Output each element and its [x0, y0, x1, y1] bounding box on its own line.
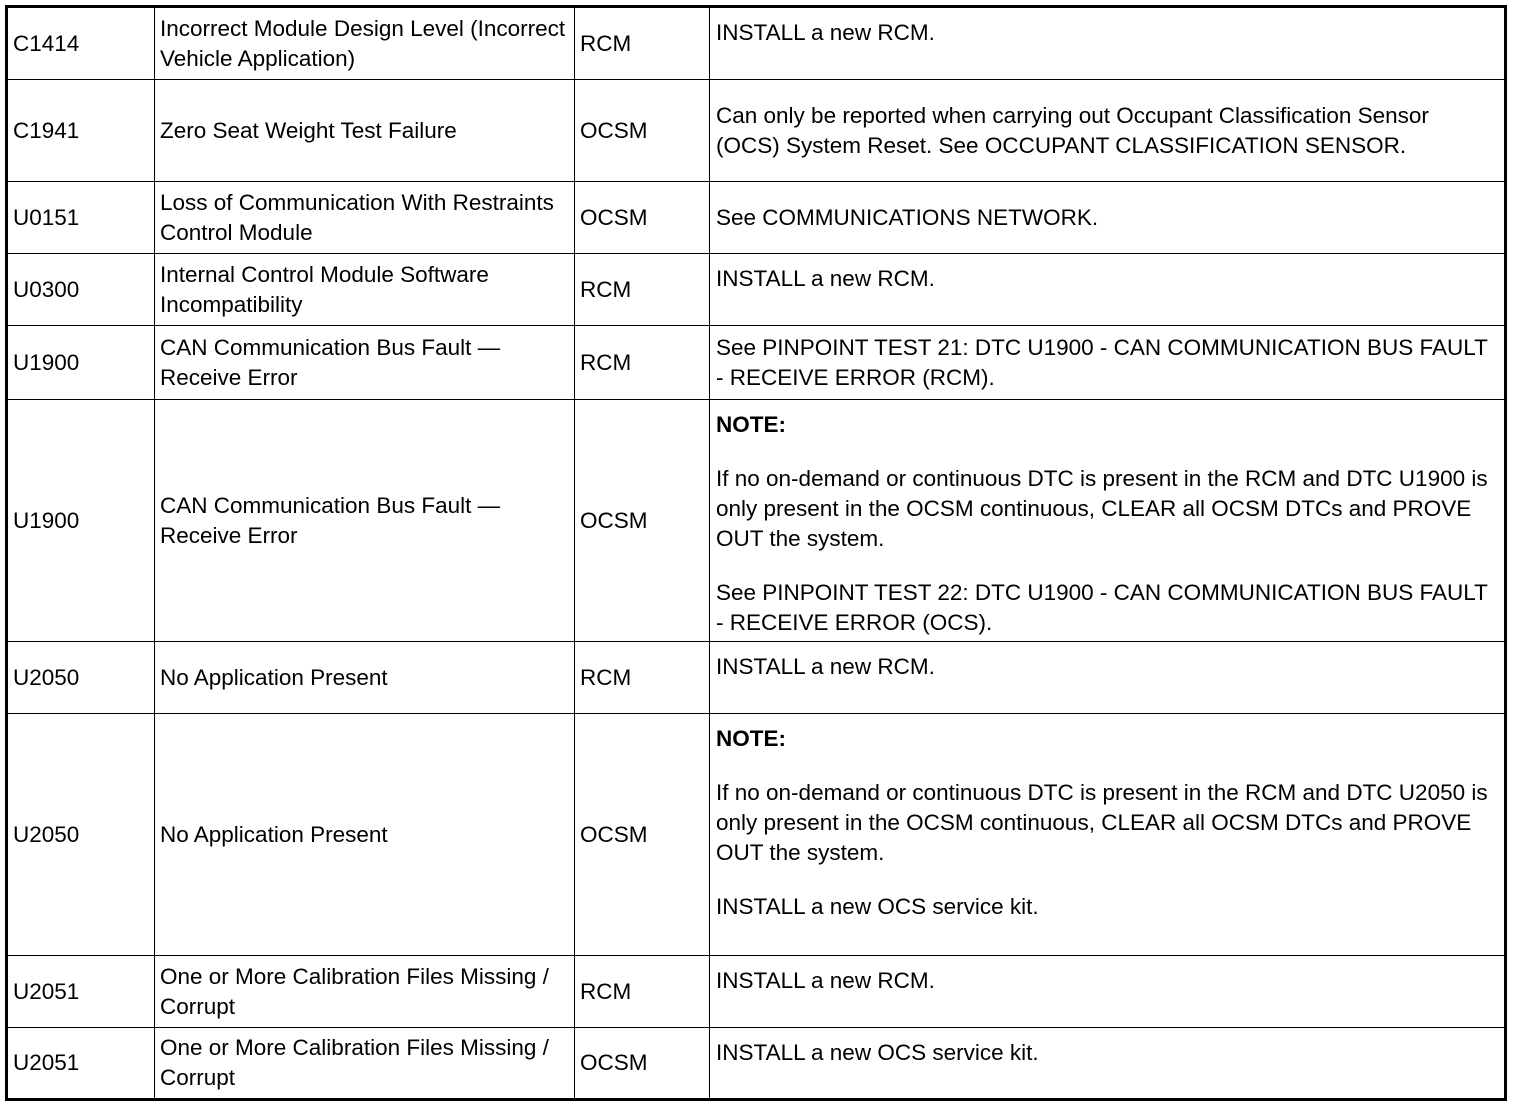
table-row [7, 80, 1506, 182]
table-row [7, 182, 1506, 254]
dtc-description-cell: Internal Control Module Software Incompatibility [155, 254, 575, 326]
table-row [7, 400, 1506, 642]
action-cell [710, 182, 1506, 254]
dtc-code-cell: U1900 [7, 400, 155, 642]
module-cell: RCM [575, 254, 710, 326]
action-cell [710, 956, 1506, 1028]
action-text: See PINPOINT TEST 21: DTC U1900 - CAN COMMUNICATION BUS FAULT - RECEIVE ERROR (RCM). [716, 334, 1488, 390]
dtc-code-cell: U2050 [7, 642, 155, 714]
module-cell: RCM [575, 7, 710, 80]
module-cell: OCSM [575, 400, 710, 642]
dtc-code-cell: C1414 [7, 7, 155, 80]
dtc-code-cell: U1900 [7, 326, 155, 400]
action-cell [710, 1028, 1506, 1100]
table-row [7, 956, 1506, 1028]
dtc-table [5, 5, 1507, 1101]
dtc-description-cell: One or More Calibration Files Missing / Corrupt [155, 1028, 575, 1100]
dtc-description-cell: Zero Seat Weight Test Failure [155, 80, 575, 182]
dtc-description-cell: No Application Present [155, 714, 575, 956]
action-text: Can only be reported when carrying out Occupant Classification Sensor (OCS) System Reset. See OCCUPANT CLASSIFICATION SENSOR. [716, 102, 1429, 158]
dtc-description-cell: No Application Present [155, 642, 575, 714]
table-row [7, 1028, 1506, 1100]
action-cell [710, 714, 1506, 956]
table-row [7, 642, 1506, 714]
table-row [7, 326, 1506, 400]
action-text: INSTALL a new RCM. [716, 266, 935, 291]
action-text: See COMMUNICATIONS NETWORK. [716, 204, 1099, 230]
action-text: INSTALL a new RCM. [716, 654, 935, 679]
module-cell: OCSM [575, 80, 710, 182]
action-cell [710, 642, 1506, 714]
note-label: NOTE: [716, 726, 786, 751]
module-cell: RCM [575, 326, 710, 400]
table-row [7, 714, 1506, 956]
action-cell [710, 400, 1506, 642]
note-text: If no on-demand or continuous DTC is present in the RCM and DTC U2050 is only present in the OCSM continuous, CLEAR all OCSM DTCs and PROVE OUT the system. [716, 780, 1488, 865]
dtc-code-cell: U0300 [7, 254, 155, 326]
action-cell [710, 80, 1506, 182]
note-text: If no on-demand or continuous DTC is present in the RCM and DTC U1900 is only present in the OCSM continuous, CLEAR all OCSM DTCs and PROVE OUT the system. [716, 466, 1488, 551]
action-text: INSTALL a new RCM. [716, 20, 935, 45]
action-cell [710, 326, 1506, 400]
action-cell [710, 7, 1506, 80]
dtc-description-cell: One or More Calibration Files Missing / Corrupt [155, 956, 575, 1028]
action-text: INSTALL a new RCM. [716, 968, 935, 993]
dtc-code-cell: C1941 [7, 80, 155, 182]
dtc-description-cell: CAN Communication Bus Fault — Receive Error [155, 326, 575, 400]
module-cell: OCSM [575, 714, 710, 956]
module-cell: OCSM [575, 182, 710, 254]
dtc-code-cell: U2051 [7, 956, 155, 1028]
action-text: INSTALL a new OCS service kit. [716, 1040, 1039, 1065]
module-cell: OCSM [575, 1028, 710, 1100]
action-text: INSTALL a new OCS service kit. [716, 894, 1039, 919]
module-cell: RCM [575, 642, 710, 714]
module-cell: RCM [575, 956, 710, 1028]
dtc-description-cell: Loss of Communication With Restraints Control Module [155, 182, 575, 254]
action-cell [710, 254, 1506, 326]
action-text: See PINPOINT TEST 22: DTC U1900 - CAN COMMUNICATION BUS FAULT - RECEIVE ERROR (OCS). [716, 580, 1488, 635]
table-row [7, 7, 1506, 80]
dtc-code-cell: U2050 [7, 714, 155, 956]
note-label: NOTE: [716, 412, 786, 437]
dtc-code-cell: U0151 [7, 182, 155, 254]
table-row [7, 254, 1506, 326]
dtc-description-cell: CAN Communication Bus Fault — Receive Error [155, 400, 575, 642]
dtc-description-cell: Incorrect Module Design Level (Incorrect Vehicle Application) [155, 7, 575, 80]
dtc-code-cell: U2051 [7, 1028, 155, 1100]
